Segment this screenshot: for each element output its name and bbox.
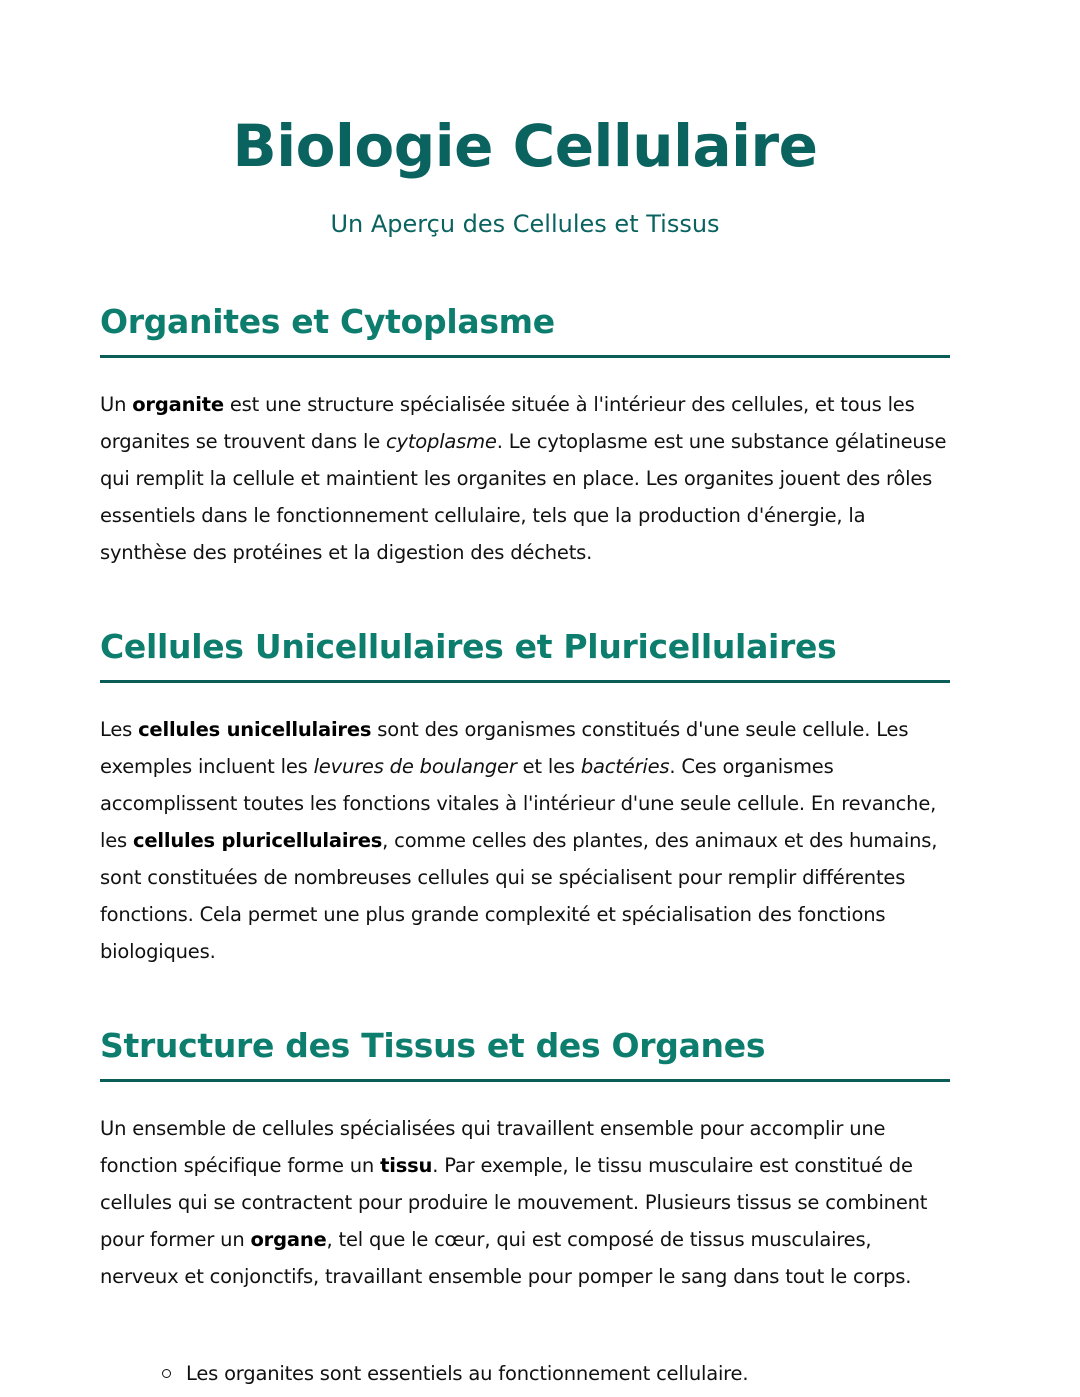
section-heading: Organites et Cytoplasme <box>100 300 950 358</box>
bold-term: organite <box>132 393 224 416</box>
section-tissus <box>100 1024 950 1295</box>
italic-term: bactéries <box>580 755 670 778</box>
italic-term: levures de boulanger <box>313 755 517 778</box>
bullet-list <box>100 1355 950 1392</box>
section-paragraph: Les cellules unicellulaires sont des organismes constitués d'une seule cellule. Les exemples incluent les levures de boulanger et les bactéries. Ces organismes accomplissent toutes les fonctions vitales à l'intérieur d'une seule cellule. En revanche, les cellules pluricellulaires, comme celles des plantes, des animaux et des humains, sont constituées de nombreuses cellules qui se spécialisent pour remplir différentes fonctions. Cela permet une plus grande complexité et spécialisation des fonctions biologiques. <box>100 718 938 963</box>
bullet-item <box>100 1355 950 1392</box>
bold-term: cellules unicellulaires <box>138 718 372 741</box>
section-cellules <box>100 625 950 970</box>
section-heading: Cellules Unicellulaires et Pluricellulaires <box>100 625 950 683</box>
bullet-text: Les organites sont essentiels au fonctionnement cellulaire. <box>186 1362 749 1385</box>
document-title: Biologie Cellulaire <box>232 112 818 180</box>
bold-term: organe <box>250 1228 327 1251</box>
hollow-circle-bullet-icon <box>162 1369 171 1378</box>
italic-term: cytoplasme <box>386 430 497 453</box>
bold-term: cellules pluricellulaires <box>132 829 383 852</box>
section-paragraph: Un ensemble de cellules spécialisées qui travaillent ensemble pour accomplir une fonction spécifique forme un tissu. Par exemple, le tissu musculaire est constitué de cellules qui se contractent pour produire le mouvement. Plusieurs tissus se combinent pour former un organe, tel que le cœur, qui est composé de tissus musculaires, nerveux et conjonctifs, travaillant ensemble pour pomper le sang dans tout le corps. <box>100 1117 928 1288</box>
section-paragraph: Un organite est une structure spécialisée située à l'intérieur des cellules, et tous les organites se trouvent dans le cytoplasme. Le cytoplasme est une substance gélatineuse qui remplit la cellule et maintient les organites en place. Les organites jouent des rôles essentiels dans le fonctionnement cellulaire, tels que la production d'énergie, la synthèse des protéines et la digestion des déchets. <box>100 393 947 564</box>
section-organites <box>100 300 950 571</box>
section-heading: Structure des Tissus et des Organes <box>100 1024 950 1082</box>
bold-term: tissu <box>380 1154 433 1177</box>
document-subtitle: Un Aperçu des Cellules et Tissus <box>330 210 720 238</box>
